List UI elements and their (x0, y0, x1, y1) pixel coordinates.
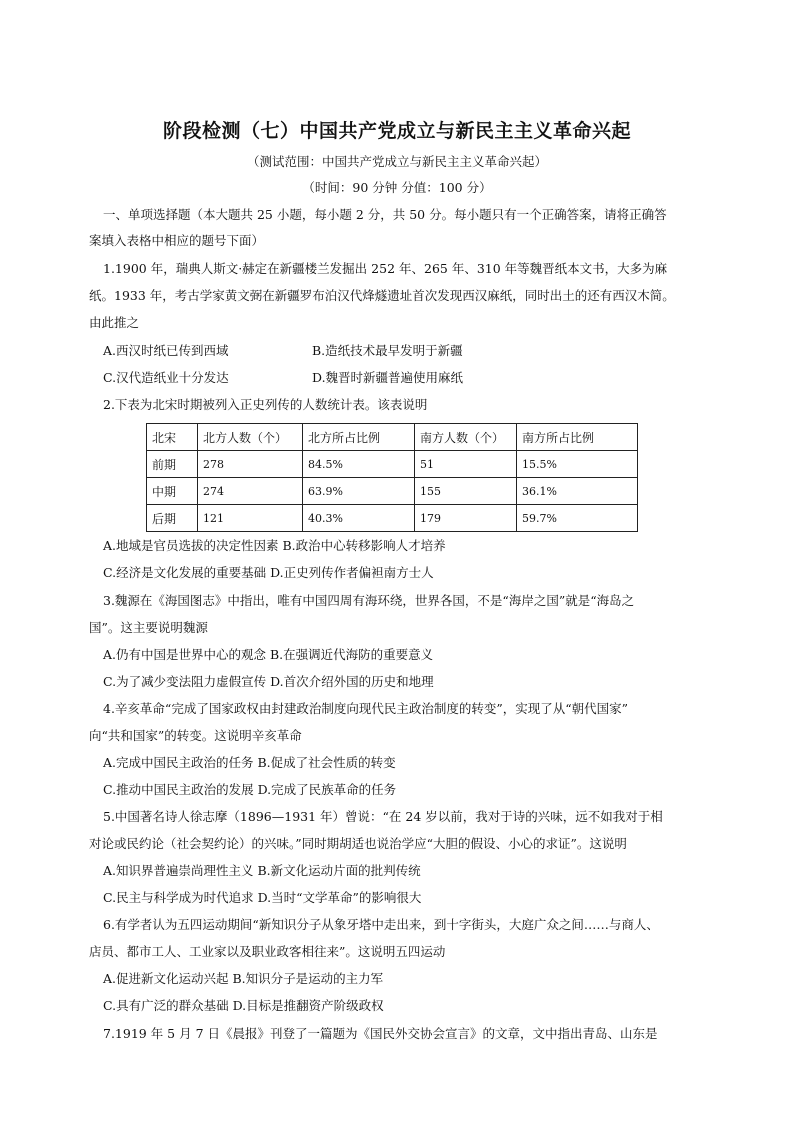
table-row (147, 451, 638, 478)
question-3-stem-cont: 国”。这主要说明魏源 (89, 620, 208, 635)
question-4-stem-cont: 向“共和国家”的转变。这说明辛亥革命 (89, 728, 302, 743)
question-5-options-cd: C.民主与科学成为时代追求 D.当时“文学革命”的影响很大 (103, 890, 422, 905)
question-4-options-ab: A.完成中国民主政治的任务 B.促成了社会性质的转变 (103, 755, 396, 770)
table-header-cell: 北方所占比例 (303, 424, 415, 451)
question-6-stem: 6.有学者认为五四运动期间“新知识分子从象牙塔中走出来，到十字街头，大庭广众之间……与商人、 (103, 917, 659, 932)
table-cell: 中期 (147, 478, 198, 505)
question-6-options-ab: A.促进新文化运动兴起 B.知识分子是运动的主力军 (103, 971, 384, 986)
table-cell: 15.5% (517, 451, 638, 478)
table-cell: 121 (198, 505, 303, 532)
question-5-stem: 5.中国著名诗人徐志摩（1896—1931 年）曾说：“在 24 岁以前，我对于诗的兴味，远不如我对于相 (103, 809, 663, 824)
table-cell: 278 (198, 451, 303, 478)
table-cell: 179 (415, 505, 517, 532)
table-cell: 84.5% (303, 451, 415, 478)
question-5-stem-cont: 对论或民约论（社会契约论）的兴味。”同时期胡适也说治学应“大胆的假设、小心的求证”。这说明 (89, 836, 627, 851)
table-header-cell: 北宋 (147, 424, 198, 451)
table-cell: 63.9% (303, 478, 415, 505)
question-3-stem: 3.魏源在《海国图志》中指出，唯有中国四周有海环绕，世界各国，不是“海岸之国”就是“海岛之 (103, 593, 635, 608)
question-1-stem: 1.1900 年，瑞典人斯文·赫定在新疆楼兰发掘出 252 年、265 年、310 年等魏晋纸本文书，大多为麻 (103, 261, 668, 276)
table-header-cell: 南方人数（个） (415, 424, 517, 451)
question-1-option-d: D.魏晋时新疆普遍使用麻纸 (312, 370, 464, 385)
table-cell: 155 (415, 478, 517, 505)
table-cell: 51 (415, 451, 517, 478)
question-1-option-b: B.造纸技术最早发明于新疆 (312, 343, 463, 358)
question-2-stem: 2.下表为北宋时期被列入正史列传的人数统计表。该表说明 (103, 397, 428, 412)
table-cell: 前期 (147, 451, 198, 478)
question-1-option-c: C.汉代造纸业十分发达 (103, 370, 229, 385)
question-3-options-ab: A.仍有中国是世界中心的观念 B.在强调近代海防的重要意义 (103, 647, 434, 662)
table-row (147, 478, 638, 505)
question-1-option-a: A.西汉时纸已传到西域 (103, 343, 229, 358)
question-7-stem: 7.1919 年 5 月 7 日《晨报》刊登了一篇题为《国民外交协会宣言》的文章，文中指出青岛、山东是 (103, 1026, 658, 1041)
question-1-stem-cont: 纸。1933 年，考古学家黄文弼在新疆罗布泊汉代烽燧遗址首次发现西汉麻纸，同时出土的还有西汉木简。 (89, 288, 675, 303)
test-scope: （测试范围：中国共产党成立与新民主主义革命兴起） (246, 154, 547, 169)
statistics-table (146, 423, 638, 532)
table-cell: 40.3% (303, 505, 415, 532)
question-5-options-ab: A.知识界普遍崇尚理性主义 B.新文化运动片面的批判传统 (103, 863, 421, 878)
table-row (147, 505, 638, 532)
page-title: 阶段检测（七）中国共产党成立与新民主主义革命兴起 (162, 120, 631, 142)
table-cell: 59.7% (517, 505, 638, 532)
time-and-score: （时间：90 分钟 分值：100 分） (302, 180, 492, 195)
table-header-cell: 北方人数（个） (198, 424, 303, 451)
question-2-options-cd: C.经济是文化发展的重要基础 D.正史列传作者偏袒南方士人 (103, 565, 434, 580)
table-cell: 后期 (147, 505, 198, 532)
question-6-options-cd: C.具有广泛的群众基础 D.目标是推翻资产阶级政权 (103, 998, 384, 1013)
question-2-options-ab: A.地域是官员选拔的决定性因素 B.政治中心转移影响人才培养 (103, 538, 446, 553)
question-3-options-cd: C.为了减少变法阻力虚假宣传 D.首次介绍外国的历史和地理 (103, 674, 434, 689)
table-header-row (147, 424, 638, 451)
table-cell: 274 (198, 478, 303, 505)
question-4-stem: 4.辛亥革命“完成了国家政权由封建政治制度向现代民主政治制度的转变”，实现了从“朝代国家” (103, 701, 628, 716)
table-header-cell: 南方所占比例 (517, 424, 638, 451)
section-heading: 一、单项选择题（本大题共 25 小题，每小题 2 分，共 50 分。每小题只有一个正确答案，请将正确答 (103, 207, 667, 222)
section-heading-cont: 案填入表格中相应的题号下面） (89, 233, 265, 248)
question-4-options-cd: C.推动中国民主政治的发展 D.完成了民族革命的任务 (103, 782, 397, 797)
question-1-stem-end: 由此推之 (89, 315, 140, 330)
question-6-stem-cont: 店员、都市工人、工业家以及职业政客相往来”。这说明五四运动 (89, 944, 446, 959)
table-cell: 36.1% (517, 478, 638, 505)
